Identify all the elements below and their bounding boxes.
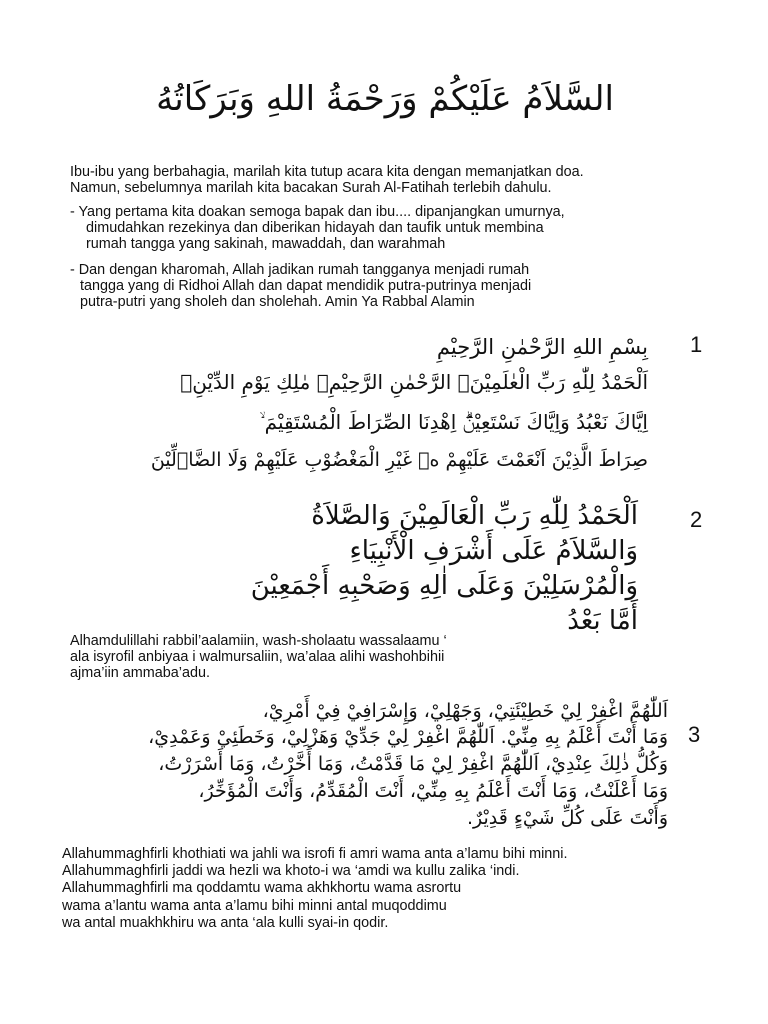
bullet-line: dimudahkan rezekinya dan diberikan hidayah dan taufik untuk membina (86, 219, 544, 236)
section-number: 1 (690, 332, 703, 357)
arabic-line: وَالسَّلاَمُ عَلَى أَشْرَفِ الْأَنْبِيَاءِ (349, 536, 638, 566)
arabic-line: صِرَاطَ الَّذِيْنَ اَنْعَمْتَ عَلَيْهِمْ ەۙ غَيْرِ الْمَغْضُوْبِ عَلَيْهِمْ وَلَا الضَّاۤلِّيْنَ (150, 449, 648, 471)
section-number: 3 (688, 722, 701, 747)
latin-line: wama a’lantu wama anta a’lamu bihi minni antal muqoddimu (62, 897, 447, 914)
arabic-line: وَكُلُّ ذٰلِكَ عِنْدِيْ، اَللّٰهُمَّ اغْفِرْ لِيْ مَا قَدَّمْتُ، وَمَا أَخَّرْتُ، وَمَا أَسْرَرْتُ، (158, 753, 668, 775)
arabic-line: اِيَّاكَ نَعْبُدُ وَاِيَّاكَ نَسْتَعِيْنُۗ اِهْدِنَا الصِّرَاطَ الْمُسْتَقِيْمَ ۙ (259, 410, 648, 434)
bullet-line: putra-putri yang sholeh dan sholehah. Amin Ya Rabbal Alamin (80, 293, 475, 310)
latin-line: Alhamdulillahi rabbil’aalamiin, wash-sholaatu wassalaamu ‘ (70, 633, 447, 649)
arabic-line: اَللّٰهُمَّ اغْفِرْ لِيْ خَطِيْئَتِيْ، وَجَهْلِيْ، وَإِسْرَافِيْ فِيْ أَمْرِيْ، (262, 700, 668, 722)
arabic-line: وَالْمُرْسَلِيْنَ وَعَلَى اٰلِهِ وَصَحْبِهِ أَجْمَعِيْنَ (250, 571, 638, 601)
arabic-line: اَلْحَمْدُ لِلّٰهِ رَبِّ الْعٰلَمِيْنَۙ الرَّحْمٰنِ الرَّحِيْمِۙ مٰلِكِ يَوْمِ الدِّيْنِۗ (180, 370, 648, 394)
intro-line: Ibu-ibu yang berbahagia, marilah kita tutup acara kita dengan memanjatkan doa. (70, 164, 584, 180)
latin-line: Allahummaghfirli khothiati wa jahli wa isrofi fi amri wama anta a’lamu bihi minni. (62, 846, 568, 862)
arabic-line: اَلْحَمْدُ لِلّٰهِ رَبِّ الْعَالَمِيْنَ وَالصَّلاَةُ (311, 501, 638, 531)
intro-paragraph (70, 165, 750, 197)
arabic-line: أَمَّا بَعْدُ (567, 606, 638, 636)
arabic-line: وَأَنْتَ عَلَى كُلِّ شَيْءٍ قَدِيْرٌ. (466, 807, 668, 829)
latin-line: Allahummaghfirli ma qoddamtu wama akhkhortu wama asrortu (62, 880, 462, 897)
latin-line: Allahummaghfirli jaddi wa hezli wa khoto-i wa ‘amdi wa kullu zalika ‘indi. (62, 863, 520, 880)
bullet-item (70, 263, 750, 310)
latin-line: ala isyrofil anbiyaa i walmursaliin, wa’alaa alihi washohbihii (70, 648, 445, 665)
latin-transliteration (62, 846, 742, 932)
latin-line: ajma’iin ammaba’adu. (70, 664, 210, 681)
bullet-line: rumah tangga yang sakinah, mawaddah, dan warahmah (86, 235, 446, 252)
bullet-line: - Yang pertama kita doakan semoga bapak dan ibu.... dipanjangkan umurnya, (70, 204, 565, 220)
arabic-line: وَمَا أَعْلَنْتُ، وَمَا أَنْتَ أَعْلَمُ بِهِ مِنِّيْ، أَنْتَ الْمُقَدِّمُ، وَأَنْتَ الْمُؤَخِّرُ، (198, 780, 668, 802)
latin-transliteration (70, 634, 630, 681)
section-number: 2 (690, 507, 703, 532)
arabic-line: بِسْمِ اللهِ الرَّحْمٰنِ الرَّحِيْمِ (436, 335, 648, 359)
intro-line: Namun, sebelumnya marilah kita bacakan Surah Al-Fatihah terlebih dahulu. (70, 179, 552, 196)
page-title: السَّلاَمُ عَلَيْكُمْ وَرَحْمَةُ اللهِ وَبَرَكَاتُهُ (156, 79, 614, 119)
latin-line: wa antal muakhkhiru wa anta ‘ala kulli syai-in qodir. (62, 914, 389, 931)
bullet-item (70, 205, 750, 252)
bullet-line: - Dan dengan kharomah, Allah jadikan rumah tangganya menjadi rumah (70, 262, 530, 278)
arabic-line: وَمَا أَنْتَ أَعْلَمُ بِهِ مِنِّيْ. اَللّٰهُمَّ اغْفِرْ لِيْ جَدِّيْ وَهَزْلِيْ، وَخَطَئِيْ وَعَمْدِيْ، (148, 726, 668, 748)
bullet-line: tangga yang di Ridhoi Allah dan dapat mendidik putra-putrinya menjadi (80, 277, 532, 294)
